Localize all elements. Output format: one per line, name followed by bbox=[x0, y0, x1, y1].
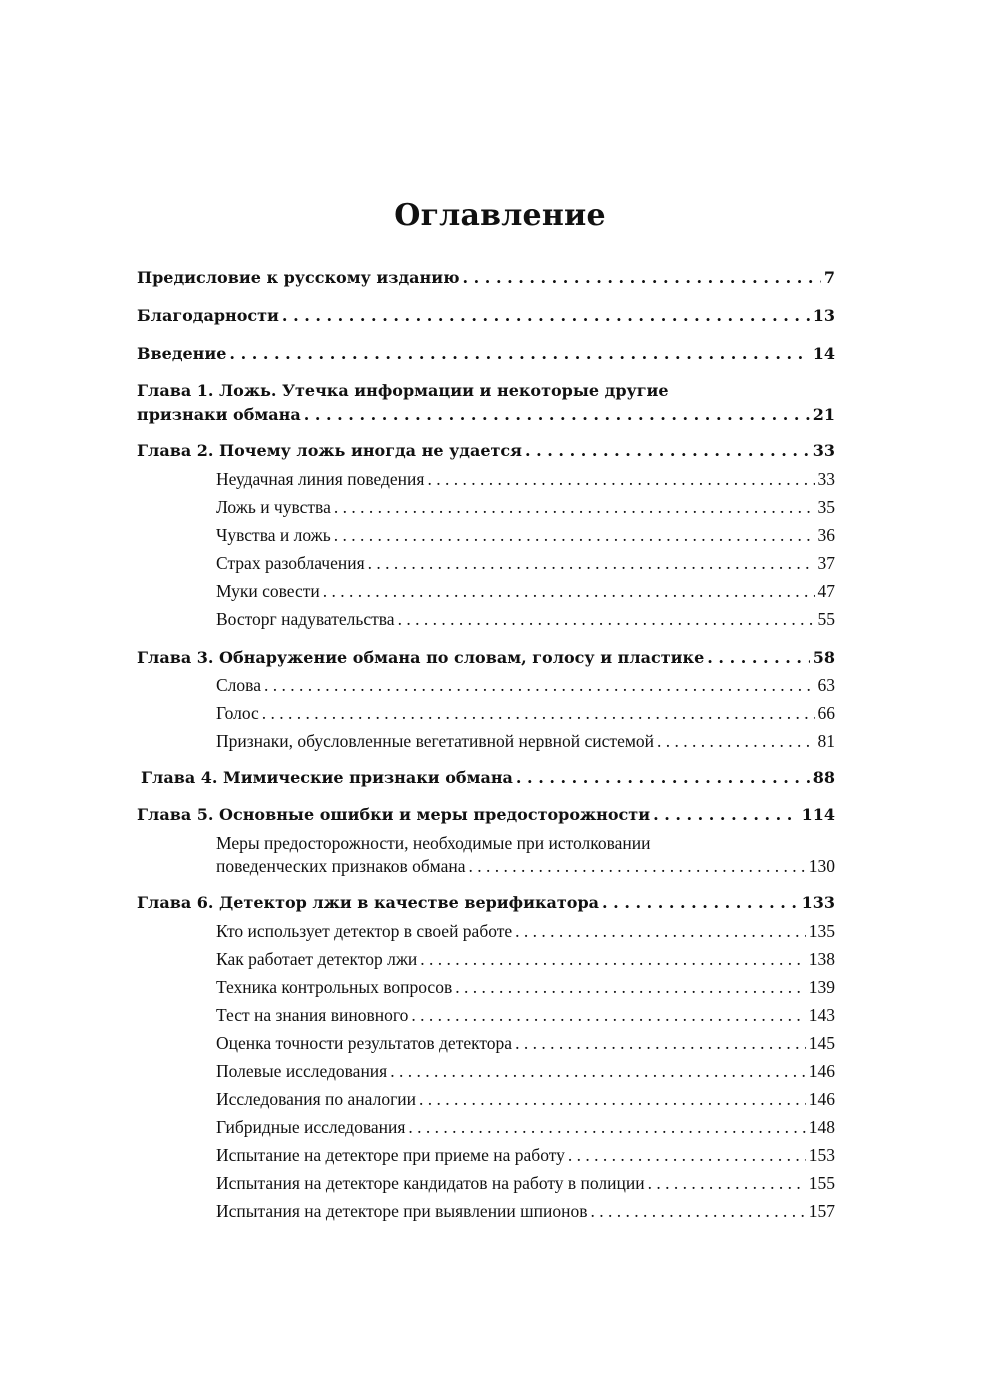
toc-page-number: 138 bbox=[808, 949, 835, 969]
toc-page-number: 146 bbox=[808, 1061, 835, 1081]
leader-dots bbox=[515, 917, 806, 945]
leader-dots bbox=[262, 699, 815, 727]
leader-dots bbox=[334, 521, 815, 549]
toc-page-number: 13 bbox=[812, 306, 835, 325]
toc-page-number: 135 bbox=[808, 921, 835, 941]
toc-entry-label: Глава 6. Детектор лжи в качестве верификатора bbox=[137, 893, 600, 912]
toc-entry-label: Техника контрольных вопросов bbox=[216, 977, 453, 997]
toc-subentry[interactable] bbox=[216, 699, 835, 727]
toc-page-number: 157 bbox=[808, 1201, 835, 1221]
toc-page-number: 58 bbox=[812, 648, 835, 667]
toc-entry-label: Оценка точности результатов детектора bbox=[216, 1033, 513, 1053]
leader-dots bbox=[602, 889, 799, 917]
toc-page-number: 14 bbox=[812, 344, 835, 363]
toc-entry-label: Чувства и ложь bbox=[216, 525, 331, 545]
leader-dots bbox=[408, 1113, 805, 1141]
leader-dots bbox=[264, 671, 815, 699]
toc-page-number: 146 bbox=[808, 1089, 835, 1109]
toc-subentry[interactable] bbox=[216, 577, 835, 605]
toc-page-number: 88 bbox=[812, 768, 835, 787]
toc-page-number: 47 bbox=[817, 581, 835, 601]
leader-dots bbox=[229, 340, 809, 368]
leader-dots bbox=[323, 577, 815, 605]
toc-entry-label: Как работает детектор лжи bbox=[216, 949, 418, 969]
toc-entry-chapter-2[interactable] bbox=[137, 437, 835, 465]
toc-entry-chapter-6[interactable] bbox=[137, 889, 835, 917]
leader-dots bbox=[516, 764, 810, 792]
leader-dots bbox=[368, 549, 815, 577]
toc-page-number: 143 bbox=[808, 1005, 835, 1025]
leader-dots bbox=[525, 437, 810, 465]
toc-entry-chapter-5[interactable] bbox=[137, 801, 835, 829]
toc-entry-label: Введение bbox=[137, 344, 227, 363]
toc-entry-label: Гибридные исследования bbox=[216, 1117, 406, 1137]
toc-entry-label: Испытания на детекторе при выявлении шпионов bbox=[216, 1201, 588, 1221]
toc-entry-label: Благодарности bbox=[137, 306, 279, 325]
toc-entry-label: Признаки, обусловленные вегетативной нервной системой bbox=[216, 731, 655, 751]
leader-dots bbox=[591, 1197, 806, 1225]
toc-entry-label: Неудачная линия поведения bbox=[216, 469, 425, 489]
toc-subentry[interactable] bbox=[216, 493, 835, 521]
leader-dots bbox=[455, 973, 806, 1001]
toc-entry-label: Глава 4. Мимические признаки обмана bbox=[141, 768, 513, 787]
toc-page-number: 63 bbox=[817, 675, 835, 695]
toc-subentry[interactable] bbox=[216, 1085, 835, 1113]
toc-entry-preface[interactable] bbox=[137, 264, 835, 292]
toc-entry-label: Глава 5. Основные ошибки и меры предосторожности bbox=[137, 805, 651, 824]
leader-dots bbox=[468, 852, 805, 880]
toc-page-number: 139 bbox=[808, 977, 835, 997]
toc-entry-acknowledgements[interactable] bbox=[137, 302, 835, 330]
toc-page-number: 7 bbox=[823, 268, 835, 287]
toc-entry-label: Муки совести bbox=[216, 581, 320, 601]
toc-page-number: 21 bbox=[812, 405, 835, 424]
toc-entry-label: Исследования по аналогии bbox=[216, 1089, 416, 1109]
leader-dots bbox=[390, 1057, 806, 1085]
toc-page-number: 114 bbox=[801, 805, 835, 824]
toc-subentry[interactable] bbox=[216, 549, 835, 577]
toc-entry-label: Восторг надувательства bbox=[216, 609, 395, 629]
toc-page-number: 130 bbox=[808, 856, 835, 876]
toc-subentry[interactable] bbox=[216, 521, 835, 549]
toc-entry-label: Глава 2. Почему ложь иногда не удается bbox=[137, 441, 522, 460]
leader-dots bbox=[463, 264, 821, 292]
toc-subentry[interactable] bbox=[216, 1113, 835, 1141]
leader-dots bbox=[334, 493, 815, 521]
toc-entry-label: Голос bbox=[216, 703, 259, 723]
toc-page-number: 148 bbox=[808, 1117, 835, 1137]
toc-page-number: 55 bbox=[817, 609, 835, 629]
page-title: Оглавление bbox=[394, 198, 606, 233]
toc-entry-chapter-1[interactable] bbox=[137, 401, 835, 429]
toc-page-number: 37 bbox=[817, 553, 835, 573]
toc-subentry[interactable] bbox=[216, 1169, 835, 1197]
leader-dots bbox=[515, 1029, 806, 1057]
leader-dots bbox=[568, 1141, 806, 1169]
toc-entry-label: поведенческих признаков обмана bbox=[216, 856, 466, 876]
toc-page-number: 155 bbox=[808, 1173, 835, 1193]
leader-dots bbox=[282, 302, 810, 330]
toc-subentry[interactable] bbox=[216, 1141, 835, 1169]
toc-subentry[interactable] bbox=[216, 465, 835, 493]
toc-entry-label: Глава 3. Обнаружение обмана по словам, голосу и пластике bbox=[137, 648, 705, 667]
toc-page-number: 153 bbox=[808, 1145, 835, 1165]
toc-entry-label: Испытание на детекторе при приеме на работу bbox=[216, 1145, 565, 1165]
toc-subentry[interactable] bbox=[216, 1057, 835, 1085]
toc-entry-label: признаки обмана bbox=[137, 405, 301, 424]
toc-subentry[interactable] bbox=[216, 671, 835, 699]
toc-page-number: 66 bbox=[817, 703, 835, 723]
toc-subentry[interactable] bbox=[216, 917, 835, 945]
toc-page-number: 33 bbox=[817, 469, 835, 489]
toc-subentry[interactable] bbox=[216, 727, 835, 755]
toc-entry-introduction[interactable] bbox=[137, 340, 835, 368]
toc-subentry[interactable] bbox=[216, 973, 835, 1001]
toc-entry-label: Кто использует детектор в своей работе bbox=[216, 921, 513, 941]
toc-page-number: 35 bbox=[817, 497, 835, 517]
toc-page-number: 133 bbox=[801, 893, 835, 912]
toc-entry-label: Испытания на детекторе кандидатов на работу в полиции bbox=[216, 1173, 645, 1193]
leader-dots bbox=[707, 644, 809, 672]
toc-entry-label: Ложь и чувства bbox=[216, 497, 331, 517]
toc-subentry-line-1[interactable]: Меры предосторожности, необходимые при истолковании bbox=[216, 833, 651, 853]
leader-dots bbox=[398, 605, 815, 633]
toc-page-number: 36 bbox=[817, 525, 835, 545]
toc-entry-chapter-4[interactable] bbox=[141, 764, 835, 792]
toc-entry-label: Слова bbox=[216, 675, 261, 695]
toc-page-number: 145 bbox=[808, 1033, 835, 1053]
toc-subentry[interactable] bbox=[216, 605, 835, 633]
toc-entry-chapter-3[interactable] bbox=[137, 644, 835, 672]
toc-entry-label: Тест на знания виновного bbox=[216, 1005, 409, 1025]
leader-dots bbox=[657, 727, 814, 755]
toc-entry-chapter-1-line-1[interactable]: Глава 1. Ложь. Утечка информации и некоторые другие bbox=[137, 381, 669, 400]
leader-dots bbox=[648, 1169, 806, 1197]
leader-dots bbox=[653, 801, 799, 829]
toc-subentry[interactable] bbox=[216, 1029, 835, 1057]
toc-subentry[interactable] bbox=[216, 945, 835, 973]
toc-entry-label: Предисловие к русскому изданию bbox=[137, 268, 460, 287]
toc-subentry[interactable] bbox=[216, 1001, 835, 1029]
toc-entry-label: Страх разоблачения bbox=[216, 553, 365, 573]
toc-subentry[interactable] bbox=[216, 1197, 835, 1225]
toc-page-number: 33 bbox=[812, 441, 835, 460]
leader-dots bbox=[304, 401, 810, 429]
leader-dots bbox=[419, 1085, 806, 1113]
leader-dots bbox=[427, 465, 814, 493]
toc-page-number: 81 bbox=[817, 731, 835, 751]
leader-dots bbox=[420, 945, 805, 973]
leader-dots bbox=[411, 1001, 805, 1029]
toc-subentry[interactable] bbox=[216, 852, 835, 880]
toc-entry-label: Полевые исследования bbox=[216, 1061, 388, 1081]
